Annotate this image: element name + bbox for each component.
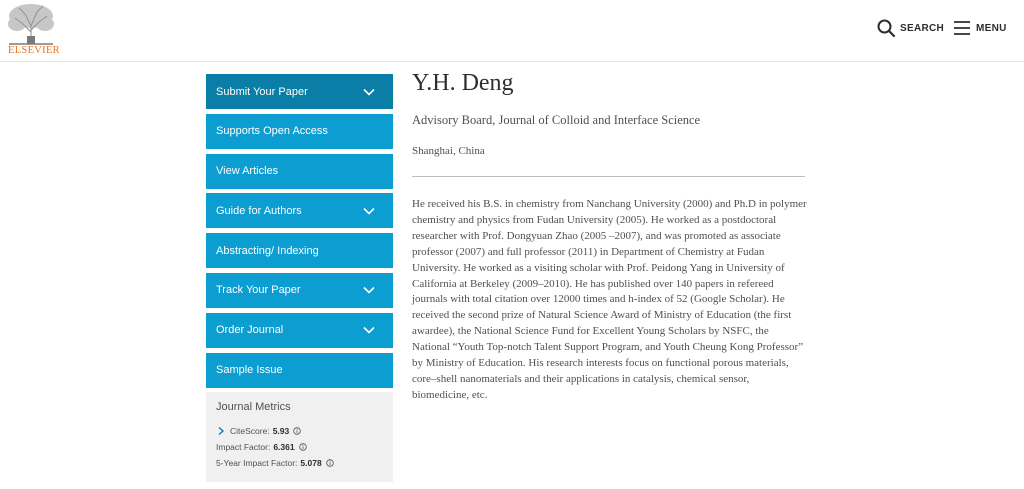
- citescore-row[interactable]: [216, 423, 383, 439]
- impact-factor-row: [216, 439, 383, 455]
- five-year-impact-label: 5-Year Impact Factor:: [216, 458, 298, 469]
- profile-bio: He received his B.S. in chemistry from Nanchang University (2000) and Ph.D in polymer chemistry and physics from Fudan University (2005). He worked as a postdoctoral researcher with Prof. Dongyuan Zhao (2005 –2007), and was promoted as associate professor (2007) and full professor (2011) in Department of Chemistry at Fudan University. He worked as a visiting scholar with Prof. Peidong Yang in University of California at Berkeley (2009–2010). He has published over 140 papers in refereed journals with total citation over 12000 times and h-index of 52 (Google Scholar). He received the second prize of Natural Science Award of Ministry of Education (the first awardee), the National Science Fund for Excellent Young Scholars by NSFC, the National “Youth Top-notch Talent Support Program, and Youth Cheung Kong Professor” by Ministry of Education. His research interests focus on functional porous materials, core–shell nanomaterials and their applications in catalysis, chemical sensor, biomedicine, etc.: [412, 198, 807, 401]
- chevron-right-icon: [216, 426, 226, 436]
- hamburger-icon: [953, 20, 971, 36]
- nav-supports-open-access[interactable]: [206, 114, 393, 149]
- impact-factor-label: Impact Factor:: [216, 442, 271, 453]
- profile-role: Advisory Board, Journal of Colloid and Interface Science: [412, 113, 701, 127]
- citescore-value: 5.93: [272, 426, 290, 437]
- chevron-down-icon: [363, 286, 375, 294]
- menu-button[interactable]: [953, 16, 1007, 40]
- chevron-down-icon: [363, 88, 375, 96]
- elsevier-logo[interactable]: [5, 2, 60, 58]
- nav-guide-for-authors[interactable]: [206, 193, 393, 228]
- nav-abstracting-indexing[interactable]: [206, 233, 393, 268]
- logo-wordmark: ELSEVIER: [8, 45, 60, 56]
- info-icon[interactable]: [293, 427, 301, 435]
- metrics-title: Journal Metrics: [216, 401, 291, 414]
- profile-location: Shanghai, China: [412, 145, 485, 157]
- nav-label: Track Your Paper: [216, 284, 301, 297]
- nav-label: Supports Open Access: [216, 125, 328, 138]
- divider: [412, 176, 805, 177]
- citescore-label: CiteScore:: [230, 426, 270, 437]
- nav-sample-issue[interactable]: [206, 353, 393, 388]
- nav-label: Abstracting/ Indexing: [216, 244, 319, 257]
- nav-label: Submit Your Paper: [216, 85, 308, 98]
- journal-sidebar: [206, 74, 393, 482]
- chevron-down-icon: [363, 207, 375, 215]
- profile-content: [412, 70, 805, 404]
- nav-track-your-paper[interactable]: [206, 273, 393, 308]
- search-button[interactable]: [877, 16, 944, 40]
- nav-label: Guide for Authors: [216, 204, 302, 217]
- info-icon[interactable]: [299, 443, 307, 451]
- site-header: [0, 0, 1024, 62]
- five-year-impact-row: [216, 455, 383, 471]
- nav-order-journal[interactable]: [206, 313, 393, 348]
- nav-label: View Articles: [216, 165, 279, 178]
- nav-label: Order Journal: [216, 324, 284, 337]
- five-year-impact-value: 5.078: [300, 458, 322, 469]
- tree-icon: [5, 2, 57, 46]
- journal-metrics-panel: [206, 392, 393, 482]
- chevron-down-icon: [363, 326, 375, 334]
- profile-name: Y.H. Deng: [412, 70, 514, 96]
- info-icon[interactable]: [326, 459, 334, 467]
- search-icon: [877, 19, 895, 37]
- menu-label: MENU: [976, 22, 1007, 34]
- search-label: SEARCH: [900, 22, 945, 34]
- impact-factor-value: 6.361: [273, 442, 295, 453]
- nav-view-articles[interactable]: [206, 154, 393, 189]
- nav-label: Sample Issue: [216, 364, 283, 377]
- nav-submit-your-paper[interactable]: [206, 74, 393, 109]
